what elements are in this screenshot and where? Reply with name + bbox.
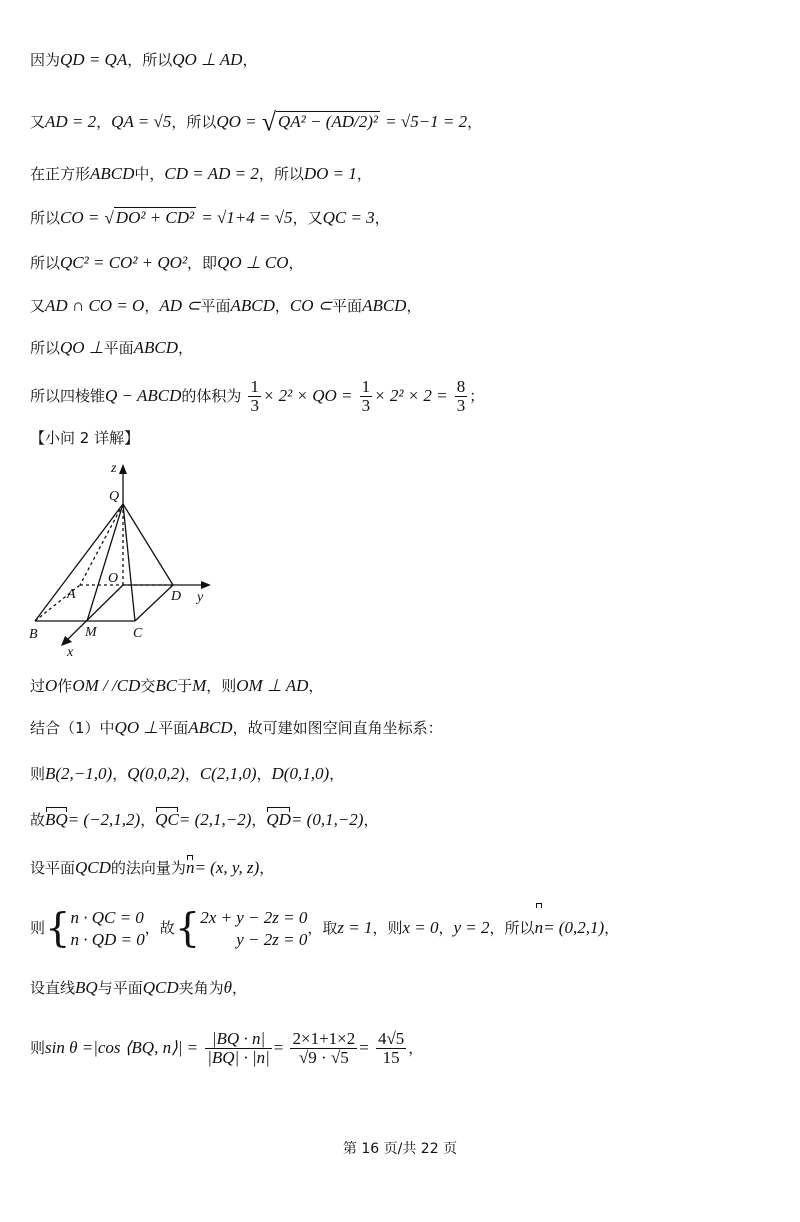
line-6: 又AD ∩ CO = O，AD ⊂平面ABCD，CO ⊂平面ABCD，: [30, 296, 422, 315]
label-y: y: [197, 590, 204, 605]
section-heading: 【小问 2 详解】: [30, 429, 140, 447]
line-7: 所以QO ⊥平面ABCD，: [30, 338, 194, 357]
edge-cd: [135, 585, 173, 621]
page-footer: 第 16 页/共 22 页: [342, 1141, 458, 1157]
line-3: 在正方形ABCD中，CD = AD = 2，所以DO = 1，: [30, 164, 372, 183]
label-d: D: [171, 589, 182, 604]
system-2: 2x + y − 2z = 0 y − 2z = 0: [200, 907, 308, 949]
line-4: 所以CO = √ DO² + CD² = √1+4 = √5，又QC = 3，: [30, 208, 390, 228]
line-2: 又AD = 2，QA = √5，所以QO = √ QA² − (AD/2)² = √5−1 = 2，: [30, 107, 483, 137]
label-m: M: [85, 625, 97, 640]
z-arrow: [119, 464, 127, 474]
line-5: 所以QC² = CO² + QO²，即QO ⊥ CO，: [30, 253, 304, 272]
pyramid-diagram: [25, 458, 225, 658]
label-q: Q: [109, 489, 120, 504]
label-z: z: [111, 461, 117, 476]
label-o: O: [108, 571, 119, 586]
label-b: B: [29, 627, 38, 642]
line-8: 所以四棱锥Q − ABCD的体积为 $\frac{1}{3}$ × 2² × QO = $\frac{1}{3}$ × 2² × 2 = $\frac{8}{3}$ ；: [30, 377, 485, 415]
fraction-cos-formula: $\frac{|BQ \cdot n|}{|BQ| \cdot |n|}$: [207, 1029, 270, 1067]
line-10: 过O作OM / /CD交BC于M，则OM ⊥ AD，: [30, 676, 324, 695]
vector-n-result: n: [535, 906, 544, 950]
line-14: 设平面QCD的法向量为n= (x, y, z)，: [30, 858, 275, 877]
fraction-one-third-b: $\frac{1}{3}$: [361, 377, 371, 415]
fraction-result: $\frac{4√5}{15}$: [377, 1029, 405, 1067]
y-arrow: [201, 581, 211, 589]
edge-qb: [35, 504, 123, 621]
label-x: x: [67, 645, 74, 658]
line-16: 设直线BQ与平面QCD夹角为θ，: [30, 978, 247, 997]
fraction-numeric: $\frac{2\times 1+1\times 2}{√9 \cdot √5}$: [292, 1029, 356, 1067]
line-13: 故BQ= (−2,1,2)，QC= (2,1,−2)，QD= (0,1,−2)，: [30, 810, 379, 829]
fraction-eight-thirds: $\frac{8}{3}$: [456, 377, 466, 415]
system-1: n · QC = 0 n · QD = 0: [70, 907, 145, 949]
vector-qd: QD: [266, 810, 291, 829]
line-15: 则{ n · QC = 0 n · QD = 0 ，故{ 2x + y − 2z = 0 y − 2z = 0 ，取z = 1，则x = 0，y = 2，所以n= (0,2,1)，: [30, 905, 620, 952]
vector-n: n: [185, 858, 195, 877]
label-a: A: [67, 587, 76, 602]
fraction-one-third: $\frac{1}{3}$: [250, 377, 259, 415]
line-12: 则B(2,−1,0)，Q(0,0,2)，C(2,1,0)，D(0,1,0)，: [30, 764, 345, 783]
vector-qc: QC: [155, 810, 179, 829]
line-11: 结合（1）中QO ⊥平面ABCD，故可建如图空间直角坐标系：: [30, 718, 443, 737]
label-c: C: [133, 626, 143, 641]
line-1: 因为QD = QA，所以QO ⊥ AD，: [30, 50, 258, 69]
line-17: 则sin θ =|cos ⟨BQ, n⟩| = $\frac{|BQ \cdot n|}{|BQ| \cdot |n|}$ = $\frac{2\times 1+1\times 2}{√9 \cdot √5}$ = $\frac{4√5}{15}$ ，: [30, 1029, 424, 1067]
vector-bq: BQ: [45, 810, 68, 829]
